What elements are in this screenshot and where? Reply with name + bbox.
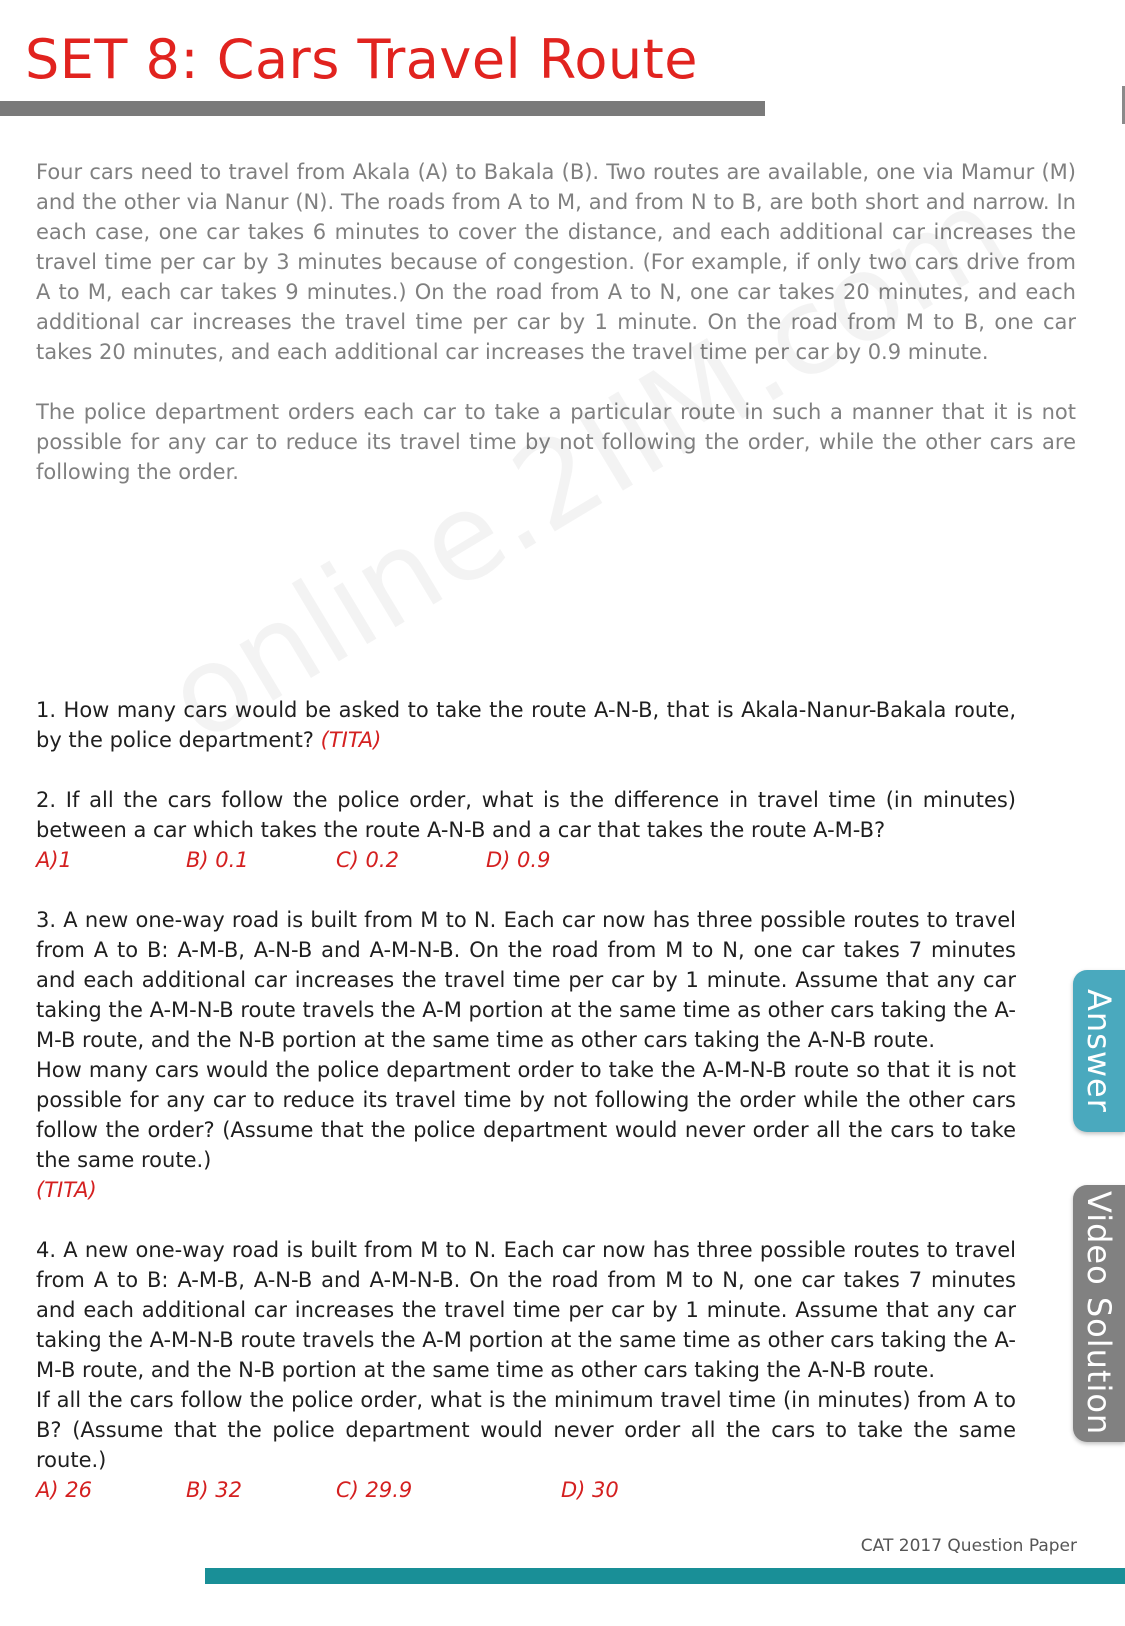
question-2-options bbox=[36, 845, 1016, 875]
title-underline-bar bbox=[0, 101, 765, 116]
footer-bar bbox=[205, 1568, 1125, 1584]
question-3-text: 3. A new one-way road is built from M to N. Each car now has three possible routes to travel from A to B: A-M-B, A-N-B and A-M-N-B. On the road from M to N, one car takes 7 minutes and each additional car increases the travel time per car by 1 minute. Assume that any car taking the A-M-N-B route travels the A-M portion at the same time as other cars taking the A-M-B route, and the N-B portion at the same time as other cars taking the A-N-B route. bbox=[36, 908, 1016, 1052]
answer-tab-button[interactable] bbox=[1073, 970, 1125, 1132]
question-2-option-c[interactable]: C) 0.2 bbox=[336, 848, 399, 872]
question-3-text-2: How many cars would the police department order to take the A-M-N-B route so that it is not possible for any car to reduce its travel time by not following the order while the other cars follow the order? (Assume that the police department would never order all the cars to take the same route.) bbox=[36, 1058, 1016, 1172]
question-2-option-a[interactable]: A)1 bbox=[36, 848, 72, 872]
intro-paragraph-1: Four cars need to travel from Akala (A) to Bakala (B). Two routes are available, one via Mamur (M) and the other via Nanur (N). The roads from A to M, and from N to B, are both short and narrow. In each case, one car takes 6 minutes to cover the distance, and each additional car increases the travel time per car by 3 minutes because of congestion. (For example, if only two cars drive from A to M, each car takes 9 minutes.) On the road from A to N, one car takes 20 minutes, and each additional car increases the travel time per car by 1 minute. On the road from M to B, one car takes 20 minutes, and each additional car increases the travel time per car by 0.9 minute. bbox=[36, 160, 1076, 364]
question-3-tag: (TITA) bbox=[36, 1178, 97, 1202]
answer-tab-label: Answer bbox=[1080, 989, 1118, 1113]
question-4-option-c[interactable]: C) 29.9 bbox=[336, 1478, 413, 1502]
intro-paragraph-2: The police department orders each car to take a particular route in such a manner that it is not possible for any car to reduce its travel time by not following the order, while the other cars are following the order. bbox=[36, 400, 1076, 484]
question-4-text: 4. A new one-way road is built from M to N. Each car now has three possible routes to travel from A to B: A-M-B, A-N-B and A-M-N-B. On the road from M to N, one car takes 7 minutes and each additional car increases the travel time per car by 1 minute. Assume that any car taking the A-M-N-B route travels the A-M portion at the same time as other cars taking the A-M-B route, and the N-B portion at the same time as other cars taking the A-N-B route. bbox=[36, 1238, 1016, 1382]
question-1-tag: (TITA) bbox=[320, 728, 382, 752]
question-4-option-a[interactable]: A) 26 bbox=[36, 1478, 92, 1502]
question-2-option-b[interactable]: B) 0.1 bbox=[186, 848, 249, 872]
question-4-text-2: If all the cars follow the police order, what is the minimum travel time (in minutes) from A to B? (Assume that the police department would never order all the cars to take the same route.) bbox=[36, 1388, 1016, 1472]
question-2-text: 2. If all the cars follow the police order, what is the difference in travel time (in minutes) between a car which takes the route A-N-B and a car that takes the route A-M-B? bbox=[36, 788, 1016, 842]
question-4 bbox=[36, 1235, 1016, 1505]
question-2 bbox=[36, 785, 1016, 875]
question-4-options bbox=[36, 1475, 1016, 1505]
question-4-option-d[interactable]: D) 30 bbox=[561, 1478, 619, 1502]
question-2-option-d[interactable]: D) 0.9 bbox=[486, 848, 551, 872]
footer-label: CAT 2017 Question Paper bbox=[860, 1536, 1077, 1556]
question-3 bbox=[36, 905, 1016, 1205]
question-1 bbox=[36, 695, 1016, 755]
question-4-option-b[interactable]: B) 32 bbox=[186, 1478, 242, 1502]
video-solution-tab-button[interactable] bbox=[1073, 1185, 1125, 1442]
page-title: SET 8: Cars Travel Route bbox=[25, 28, 698, 91]
question-1-text: 1. How many cars would be asked to take the route A-N-B, that is Akala-Nanur-Bakala route, by the police department? bbox=[36, 698, 1016, 752]
video-solution-tab-label: Video Solution bbox=[1080, 1191, 1118, 1436]
